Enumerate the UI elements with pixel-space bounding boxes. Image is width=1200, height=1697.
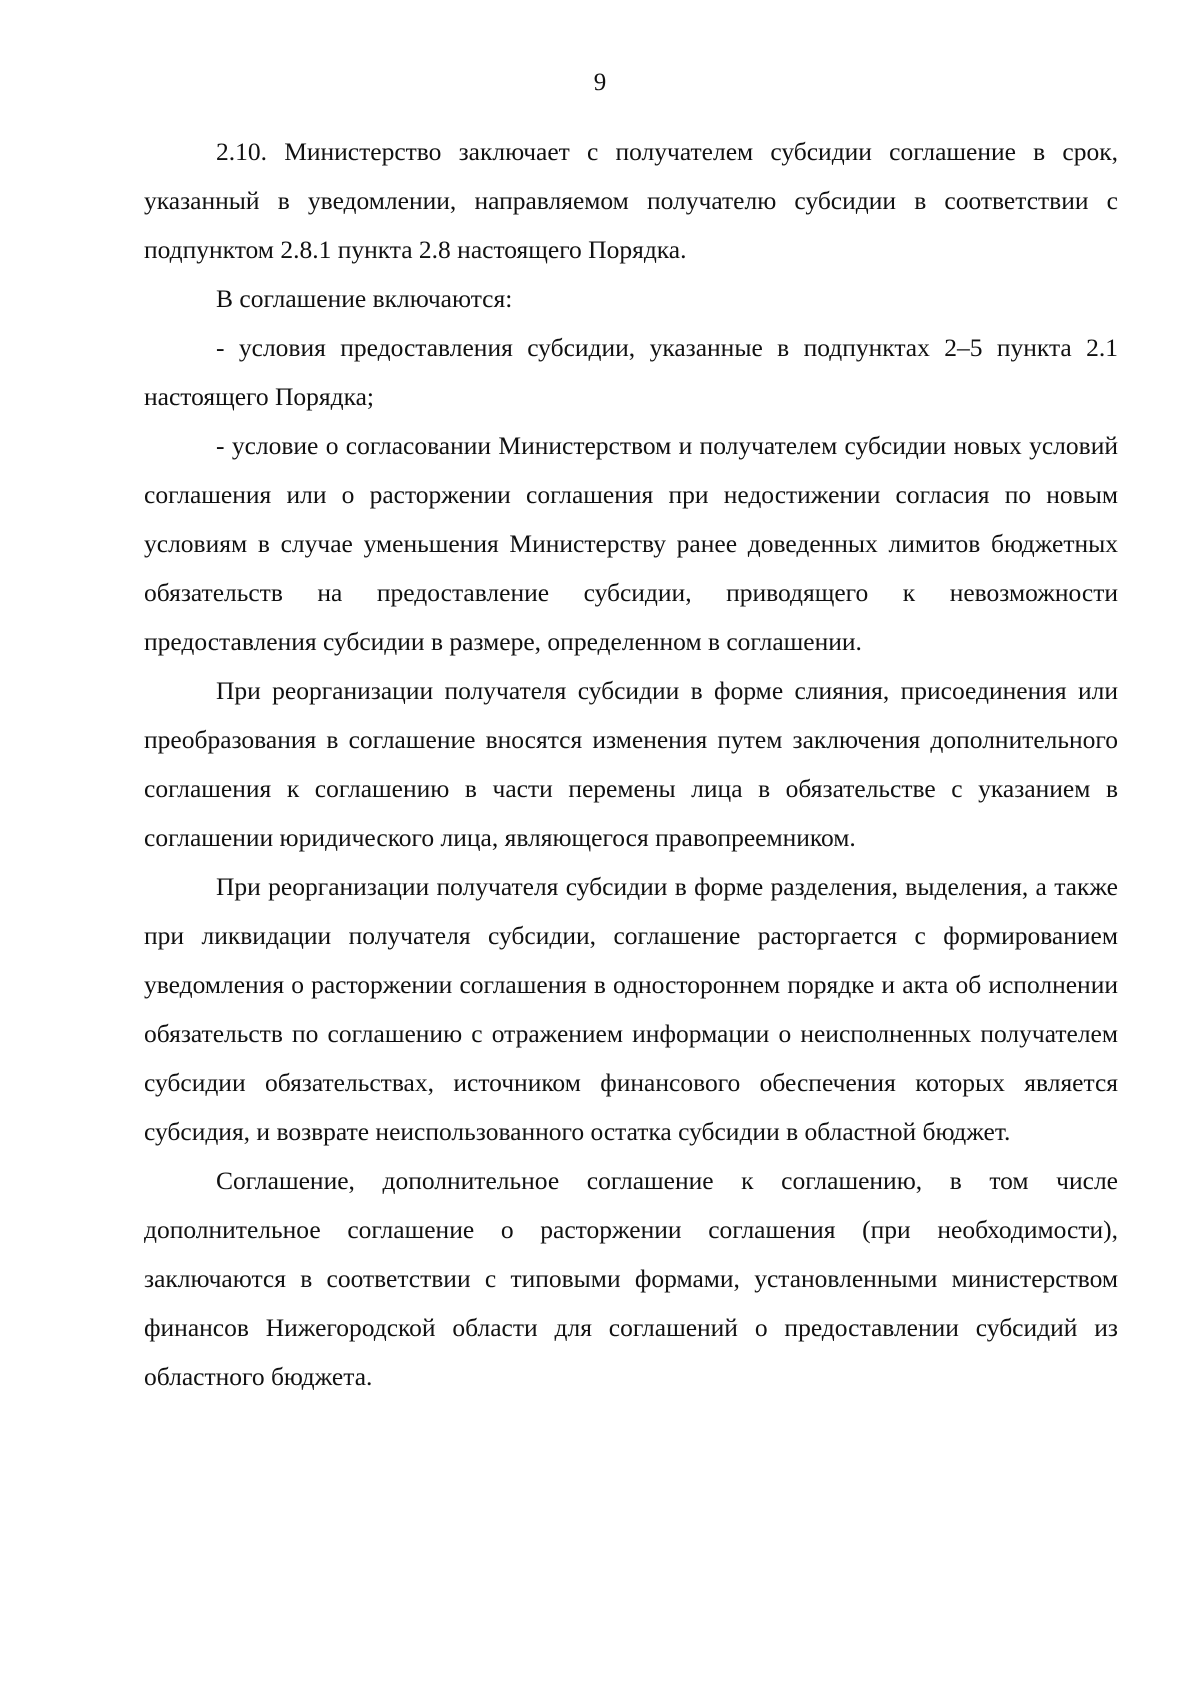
list-item-approval-condition: - условие о согласовании Министерством и получателем субсидии новых условий соглашения или о расторжении соглашения при недостижении согласия по новым условиям в случае уменьшения Министерству ранее доведенных лимитов бюджетных обязательств на предоставление субсидии, приводящего к невозможности предоставления субсидии в размере, определенном в соглашении. <box>144 431 1118 656</box>
paragraph-agreement-includes: В соглашение включаются: <box>216 284 513 313</box>
paragraph-reorganization-division: При реорганизации получателя субсидии в форме разделения, выделения, а также при ликвидации получателя субсидии, соглашение расторгается с формированием уведомления о расторжении соглашения в одностороннем порядке и акта об исполнении обязательств по соглашению с отражением информации о неисполненных получателем субсидии обязательствах, источником финансового обеспечения которых является субсидия, и возврате неиспользованного остатка субсидии в областной бюджет. <box>144 872 1118 1146</box>
page-number: 9 <box>593 69 607 96</box>
list-item-conditions: - условия предоставления субсидии, указанные в подпунктах 2–5 пункта 2.1 настоящего Порядка; <box>144 333 1118 411</box>
paragraph-2-10: 2.10. Министерство заключает с получателем субсидии соглашение в срок, указанный в уведомлении, направляемом получателю субсидии в соответствии с подпунктом 2.8.1 пункта 2.8 настоящего Порядка. <box>144 137 1118 264</box>
paragraph-standard-forms: Соглашение, дополнительное соглашение к соглашению, в том числе дополнительное соглашение о расторжении соглашения (при необходимости), заключаются в соответствии с типовыми формами, установленными министерством финансов Нижегородской области для соглашений о предоставлении субсидий из областного бюджета. <box>144 1166 1118 1391</box>
paragraph-reorganization-merger: При реорганизации получателя субсидии в форме слияния, присоединения или преобразования в соглашение вносятся изменения путем заключения дополнительного соглашения к соглашению в части перемены лица в обязательстве с указанием в соглашении юридического лица, являющегося правопреемником. <box>144 676 1118 852</box>
document-body <box>144 127 1118 1401</box>
